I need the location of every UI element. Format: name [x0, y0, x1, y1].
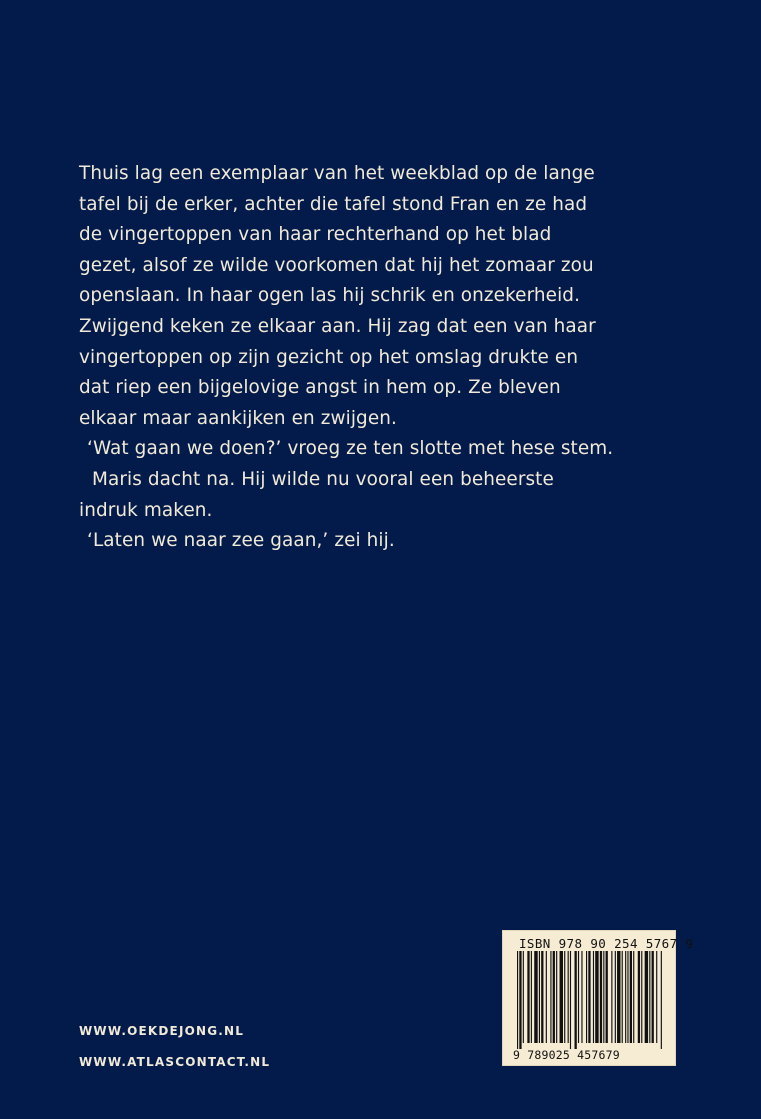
blurb-line: de vingertoppen van haar rechterhand op het blad: [79, 224, 552, 246]
blurb-line: tafel bij de erker, achter die tafel stond Fran en ze had: [79, 193, 588, 215]
blurb-line: ‘Laten we naar zee gaan,’ zei hij.: [87, 530, 395, 552]
publisher-website-link[interactable]: WWW.ATLASCONTACT.NL: [79, 1055, 271, 1069]
isbn-barcode: [502, 930, 694, 1066]
barcode-bars-icon: [517, 951, 663, 1049]
isbn-label: ISBN 978 90 254 5767 9: [519, 936, 694, 951]
blurb-line: ‘Wat gaan we doen?’ vroeg ze ten slotte met hese stem.: [87, 438, 614, 460]
blurb-line: gezet, alsof ze wilde voorkomen dat hij het zomaar zou: [79, 254, 594, 276]
blurb-line: elkaar maar aankijken en zwijgen.: [79, 407, 397, 429]
blurb-line: openslaan. In haar ogen las hij schrik en onzekerheid.: [79, 285, 581, 307]
blurb-line: Maris dacht na. Hij wilde nu vooral een beheerste: [92, 468, 554, 490]
blurb-line: Zwijgend keken ze elkaar aan. Hij zag dat een van haar: [79, 315, 596, 337]
blurb-text: [79, 159, 619, 557]
blurb-line: Thuis lag een exemplaar van het weekblad op de lange: [79, 163, 595, 184]
blurb-line: indruk maken.: [79, 499, 213, 521]
ean-digits: 9 789025 457679: [513, 1048, 620, 1062]
author-website-link[interactable]: WWW.OEKDEJONG.NL: [79, 1024, 245, 1038]
blurb-line: vingertoppen op zijn gezicht op het omslag drukte en: [79, 346, 579, 368]
blurb-line: dat riep een bijgelovige angst in hem op. Ze bleven: [79, 377, 561, 399]
website-links: [79, 1022, 270, 1084]
